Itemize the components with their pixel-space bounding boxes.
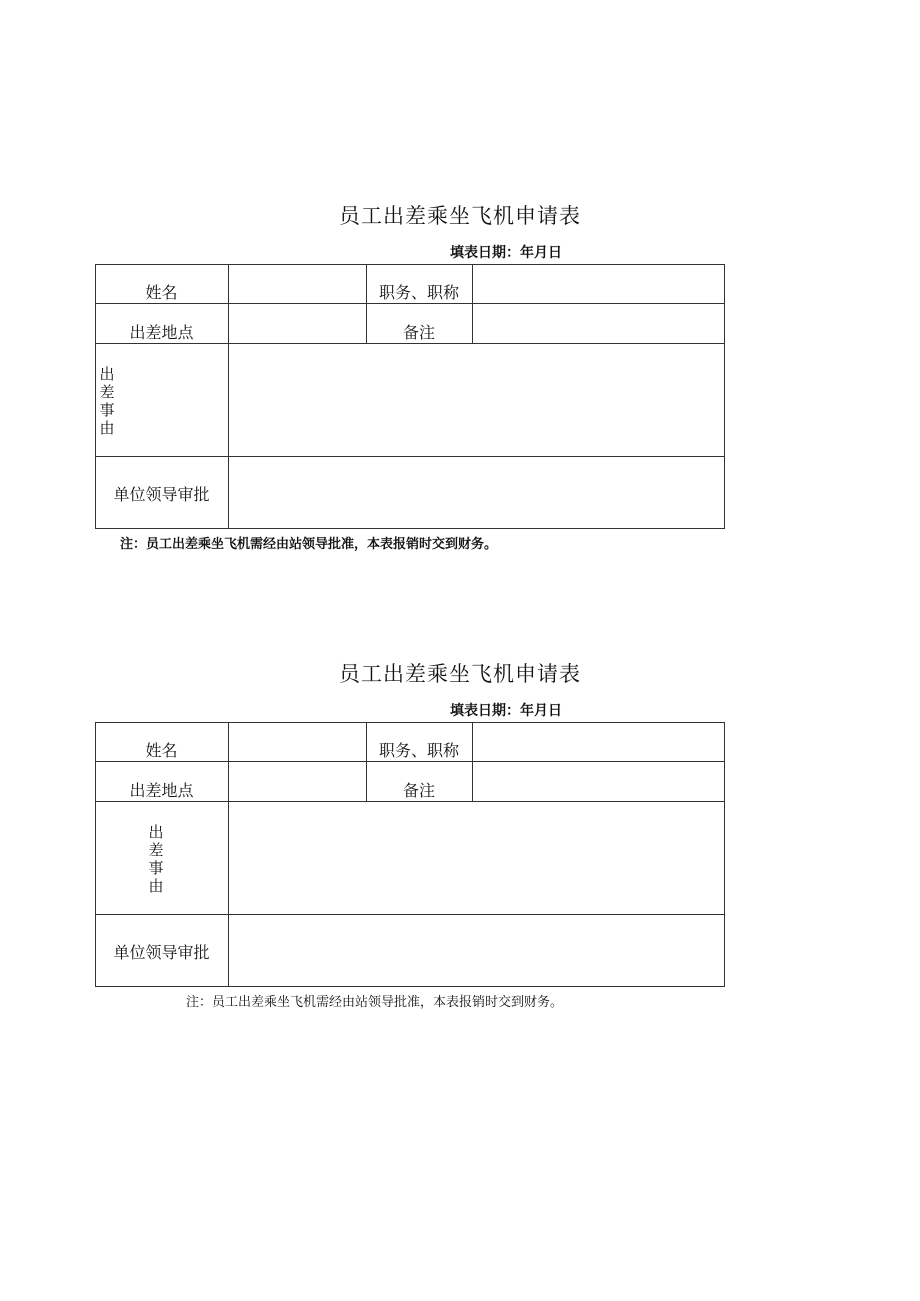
form-title: 员工出差乘坐飞机申请表 <box>339 204 581 228</box>
name-label: 姓名 <box>145 283 178 302</box>
remarks-field[interactable] <box>473 304 724 343</box>
form-title: 员工出差乘坐飞机申请表 <box>339 662 581 686</box>
form-note: 注：员工出差乘坐飞机需经由站领导批准，本表报销时交到财务。 <box>120 537 498 552</box>
approval-label: 单位领导审批 <box>113 943 210 962</box>
fill-date-label: 填表日期：年月日 <box>450 703 562 719</box>
remarks-label: 备注 <box>402 781 435 800</box>
form-table <box>95 264 725 529</box>
form-note: 注：员工出差乘坐飞机需经由站领导批准，本表报销时交到财务。 <box>186 995 564 1010</box>
form-table <box>95 722 725 987</box>
destination-field[interactable] <box>229 304 366 343</box>
destination-label: 出差地点 <box>129 323 194 342</box>
approval-field[interactable] <box>229 915 724 986</box>
approval-label: 单位领导审批 <box>113 485 210 504</box>
reason-label: 出 差 事 由 <box>148 823 164 895</box>
approval-field[interactable] <box>229 457 724 528</box>
name-field[interactable] <box>229 265 366 303</box>
position-label: 职务、职称 <box>378 741 459 760</box>
remarks-label: 备注 <box>402 323 435 342</box>
reason-field[interactable] <box>229 344 724 456</box>
reason-field[interactable] <box>229 802 724 914</box>
position-label: 职务、职称 <box>378 283 459 302</box>
reason-label: 出 差 事 由 <box>99 365 115 437</box>
name-field[interactable] <box>229 723 366 761</box>
destination-label: 出差地点 <box>129 781 194 800</box>
destination-field[interactable] <box>229 762 366 801</box>
name-label: 姓名 <box>145 741 178 760</box>
fill-date-label: 填表日期：年月日 <box>450 245 562 261</box>
remarks-field[interactable] <box>473 762 724 801</box>
position-field[interactable] <box>473 723 724 761</box>
position-field[interactable] <box>473 265 724 303</box>
